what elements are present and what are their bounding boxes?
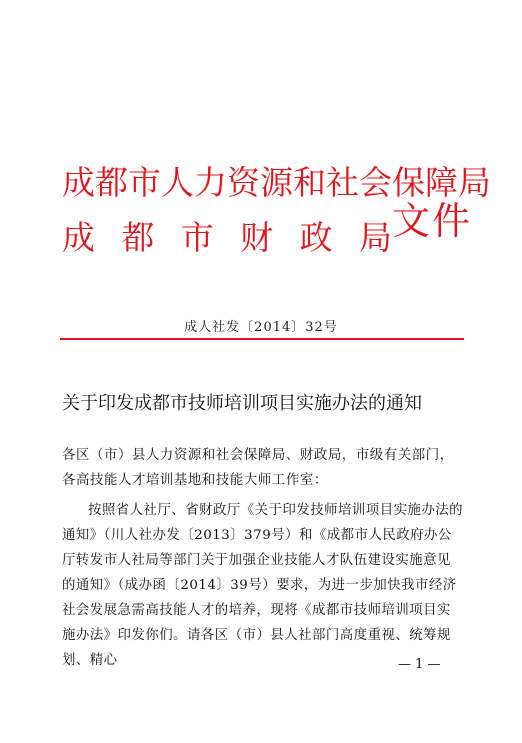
document-word: 文件 xyxy=(392,199,473,243)
body-paragraph: 按照省人社厅、省财政厅《关于印发技师培训项目实施办法的通知》（川人社办发〔2013〕379号）和《成都市人民政府办公厅转发市人社局等部门关于加强企业技能人才队伍建设实施意见的通知》（成办函〔2014〕39号）要求，为进一步加快我市经济社会发展急需高技能人才的培养，现将《成都市技师培训项目实施办法》印发你们。请各区（市）县人社部门高度重视、统筹规划、精心 xyxy=(62,503,464,668)
issuer-line-2-char: 市 xyxy=(180,218,214,257)
issuer-line-2-char: 局 xyxy=(358,218,392,257)
issuer-line-2-char: 政 xyxy=(299,218,333,257)
issuer-line-2-char: 都 xyxy=(121,218,155,257)
issuer-line-2 xyxy=(62,218,392,258)
red-divider-line xyxy=(60,338,464,340)
page-number: — 1 — xyxy=(398,657,441,672)
document-title: 关于印发成都市技师培训项目实施办法的通知 xyxy=(62,393,422,414)
issuer-line-2-char: 成 xyxy=(62,218,95,257)
issuer-line-1: 成都市人力资源和社会保障局 xyxy=(62,163,491,202)
issuer-line-2-char: 财 xyxy=(240,218,274,257)
addressee: 各区（市）县人力资源和社会保障局、财政局，市级有关部门，各高技能人才培训基地和技能大师工作室： xyxy=(62,448,454,488)
document-number: 成人社发〔2014〕32号 xyxy=(184,320,338,335)
